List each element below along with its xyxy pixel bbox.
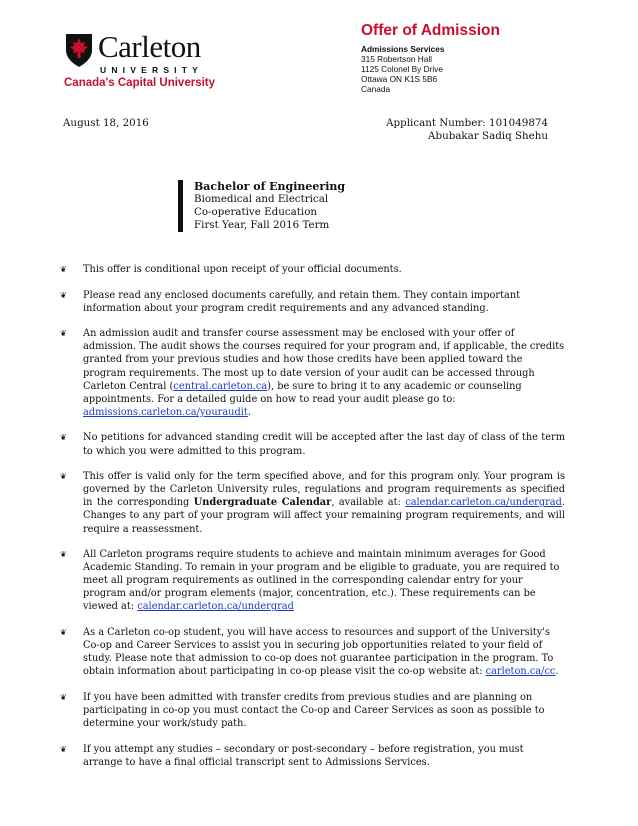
- conditions-list: [60, 263, 565, 781]
- offer-title: Offer of Admission: [361, 22, 500, 39]
- list-item: ❦ No petitions for advanced standing credit will be accepted after the last day of class of the term to which you were admitted to this program.: [60, 432, 565, 457]
- leaf-bullet-icon: ❦: [60, 472, 67, 482]
- leaf-bullet-icon: ❦: [60, 290, 67, 300]
- list-item: ❦ As a Carleton co-op student, you will have access to resources and support of the University's Co-op and Career Services to assist you in securing job opportunities related to your field of study. Please note that admission to co-op does not guarantee participation in the program. To obtain information about participating in co-op please visit the co-op website at: carleton.ca/cc.: [60, 627, 559, 678]
- leaf-bullet-icon: ❦: [60, 433, 67, 443]
- program-block: [178, 180, 345, 232]
- calendar-name: Undergraduate Calendar: [193, 497, 332, 509]
- central-link[interactable]: central.carleton.ca: [173, 380, 268, 392]
- applicant-name: Abubakar Sadiq Shehu: [428, 130, 548, 142]
- list-item: ❦ If you have been admitted with transfer credits from previous studies and are planning on participating in co-op you must contact the Co-op and Career Services as soon as possible to determine your work/study path.: [60, 691, 545, 730]
- leaf-bullet-icon: ❦: [60, 550, 67, 560]
- applicant-number: Applicant Number: 101049874: [386, 117, 548, 129]
- list-item: ❦ Please read any enclosed documents carefully, and retain them. They contain important information about your program credit requirements and any advanced standing.: [60, 289, 521, 314]
- leaf-bullet-icon: ❦: [60, 692, 67, 702]
- list-item: ❦ This offer is conditional upon receipt of your official documents.: [60, 264, 402, 275]
- list-item: ❦ This offer is valid only for the term specified above, and for this program only. Your program is governed by the Carleton University rules, regulations and program requirements as specified in the corresponding Undergraduate Calendar, available at: calendar.carleton.ca/undergrad. Changes to any part of your program will affect your remaining program requirements, and will require a reassessment.: [60, 471, 566, 535]
- logo-university: UNIVERSITY: [100, 65, 204, 75]
- calendar-link[interactable]: calendar.carleton.ca/undergrad: [405, 497, 562, 509]
- office-name: Admissions Services: [361, 44, 445, 54]
- program-term: First Year, Fall 2016 Term: [194, 219, 330, 231]
- coop-link[interactable]: carleton.ca/cc: [485, 666, 556, 678]
- tagline: Canada's Capital University: [64, 77, 216, 89]
- address-line: 1125 Colonel By Drive: [361, 64, 443, 74]
- carleton-shield-icon: [64, 32, 94, 68]
- audit-guide-link[interactable]: admissions.carleton.ca/youraudit: [83, 406, 248, 418]
- address-line: Ottawa ON K1S 5B6: [361, 74, 438, 84]
- leaf-bullet-icon: ❦: [60, 329, 67, 339]
- logo-wordmark: Carleton: [98, 29, 201, 64]
- program-option: Co-operative Education: [194, 206, 318, 218]
- leaf-bullet-icon: ❦: [60, 265, 67, 274]
- list-item: ❦ An admission audit and transfer course assessment may be enclosed with your offer of admission. The audit shows the courses required for your program and, if applicable, the credits granted from your previous studies and how those credits have been applied toward the program requirements. The most up to date version of your audit can be accessed through Carleton Central (central.carleton.ca), be sure to bring it to any academic or counseling appointments. For a detailed guide on how to read your audit please go to: admissions.carleton.ca/youraudit.: [60, 328, 565, 418]
- address-line: Canada: [361, 84, 391, 94]
- list-item: ❦ All Carleton programs require students to achieve and maintain minimum averages for Good Academic Standing. To remain in your program and be eligible to graduate, you are required to meet all program requirements as outlined in the corresponding calendar entry for your program and/or program elements (major, concentration, etc.). These requirements can be viewed at: calendar.carleton.ca/undergrad: [60, 549, 560, 613]
- leaf-bullet-icon: ❦: [60, 628, 67, 638]
- calendar-link[interactable]: calendar.carleton.ca/undergrad: [137, 601, 294, 613]
- letter-date: August 18, 2016: [63, 117, 149, 129]
- program-degree: Bachelor of Engineering: [194, 180, 346, 193]
- list-item: ❦ If you attempt any studies – secondary or post-secondary – before registration, you must arrange to have a final official transcript sent to Admissions Services.: [60, 743, 524, 768]
- applicant-info: [386, 117, 548, 143]
- address-line: 315 Robertson Hall: [361, 54, 433, 64]
- office-address: [361, 44, 444, 94]
- program-major: Biomedical and Electrical: [194, 193, 329, 205]
- leaf-bullet-icon: ❦: [60, 744, 67, 754]
